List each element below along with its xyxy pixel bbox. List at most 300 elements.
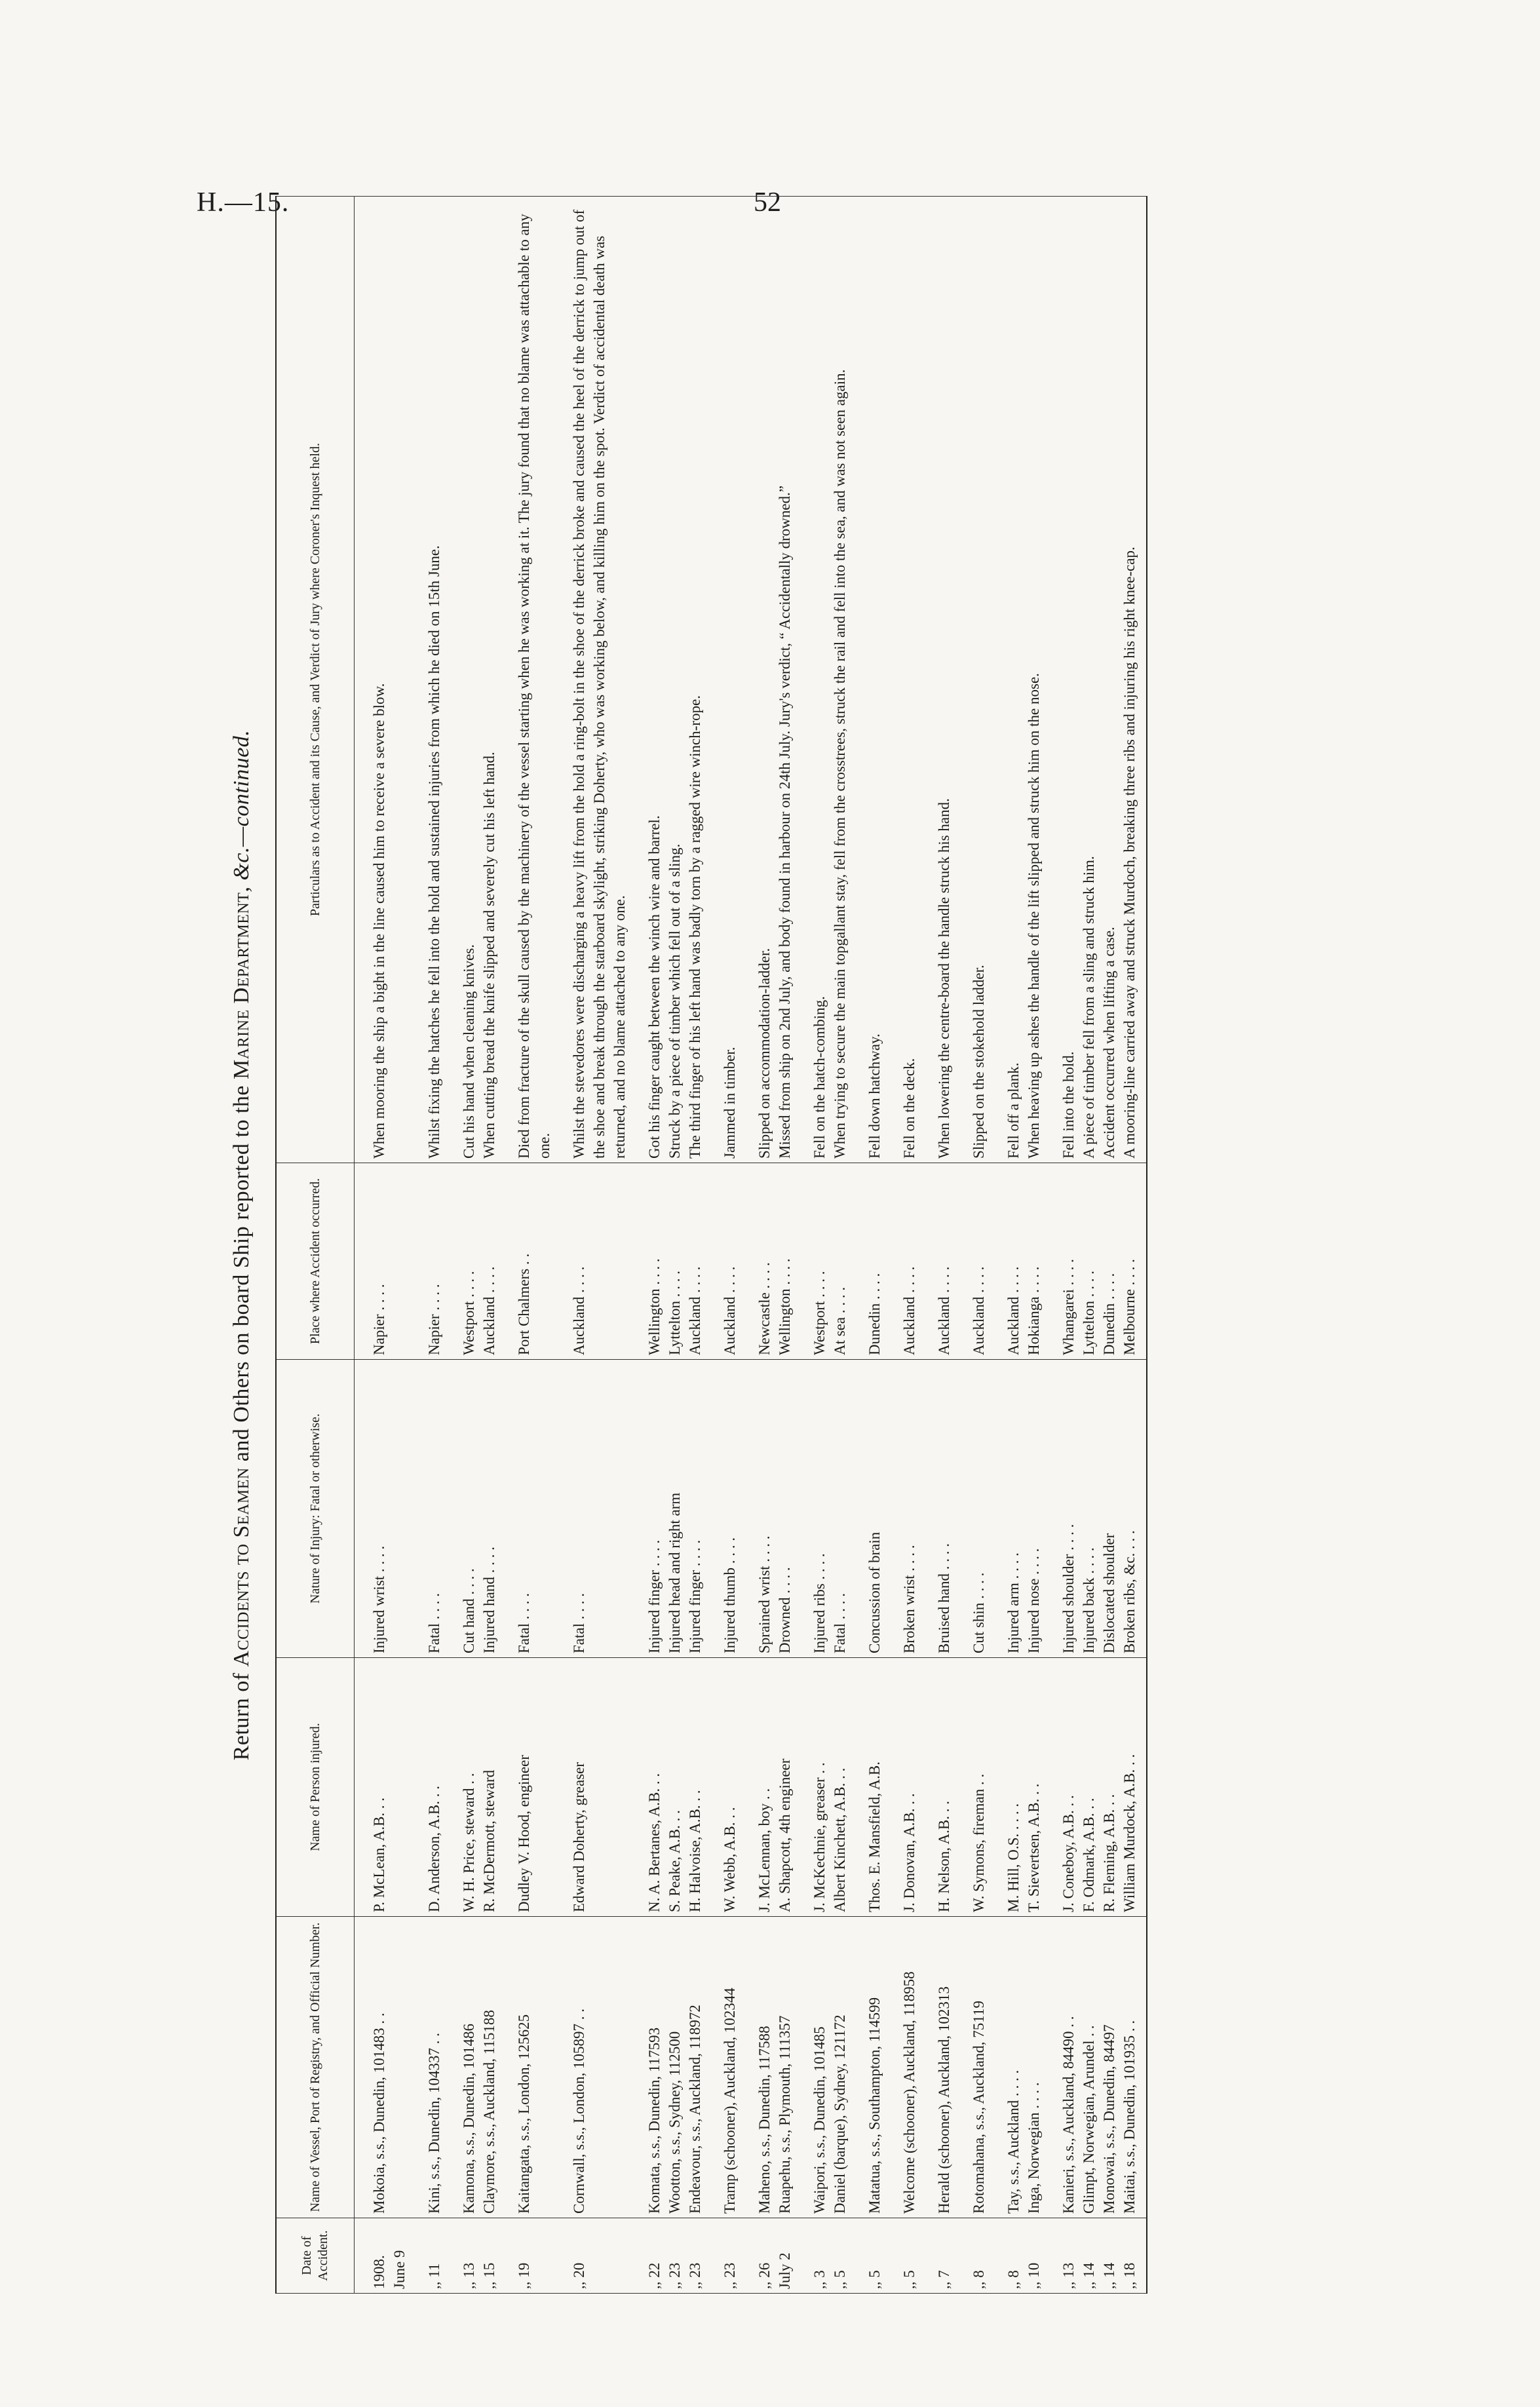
cell-text: Newcastle . . . . bbox=[756, 1262, 773, 1355]
cell-text: Broken wrist . . . . bbox=[901, 1545, 917, 1653]
cell-text: Kamona, s.s., Dunedin, 101486 bbox=[461, 2023, 477, 2214]
cell-date bbox=[1024, 2218, 1044, 2294]
cell-text: Auckland . . . . bbox=[971, 1266, 987, 1355]
cell-text: ,, 14 bbox=[1081, 2262, 1097, 2289]
cell-date bbox=[479, 2218, 499, 2294]
cell-text: Fell off a plank. bbox=[1005, 1062, 1022, 1159]
cell-text: Whilst the stevedores were discharging a heavy lift from the hold a ring-bolt in the shoe of the derrick broke and caused the heel of the derrick to jump out of the shoe and break through the starboard skylight, striking Doherty, who was working below, and killing him on the spot. Verdict of accidental death was returned, and no blame attached to any one. bbox=[571, 209, 628, 1159]
cell-injury bbox=[795, 1360, 830, 1658]
table-header-row bbox=[276, 196, 355, 2293]
cell-text: Matatua, s.s., Southampton, 114599 bbox=[866, 1997, 883, 2214]
cell-vessel bbox=[1079, 1917, 1099, 2218]
cell-text: Sprained wrist . . . . bbox=[756, 1535, 773, 1653]
title-part: and Others on board Ship reported to the bbox=[229, 1079, 254, 1468]
cell-text: Injured thumb . . . . bbox=[722, 1537, 738, 1653]
cell-text: Herald (schooner), Auckland, 102313 bbox=[936, 1986, 952, 2214]
title-part: Marine Department bbox=[229, 892, 254, 1079]
cell-particulars bbox=[410, 196, 444, 1163]
cell-text: Melbourne . . . . bbox=[1121, 1259, 1138, 1355]
cell-date bbox=[1099, 2218, 1119, 2294]
cell-vessel bbox=[989, 1917, 1024, 2218]
table-row bbox=[850, 196, 885, 2293]
table-title bbox=[229, 197, 254, 2294]
cell-vessel bbox=[664, 1917, 685, 2218]
cell-date bbox=[919, 2218, 954, 2294]
cell-person bbox=[630, 1658, 664, 1917]
cell-vessel bbox=[795, 1917, 830, 2218]
cell-text: Fell into the hold. bbox=[1060, 1051, 1077, 1159]
cell-text: Cut hand . . . . bbox=[461, 1568, 477, 1653]
cell-text: Auckland . . . . bbox=[481, 1266, 497, 1355]
cell-date bbox=[775, 2218, 795, 2294]
cell-text: Died from fracture of the skull caused by the machinery of the vessel starting when he was working at it. The jury found that no blame was attachable to any one. bbox=[516, 214, 552, 1159]
table-row bbox=[830, 196, 850, 2293]
cell-text: W. Symons, fireman . . bbox=[971, 1773, 987, 1912]
cell-injury bbox=[1024, 1360, 1044, 1658]
table-row bbox=[1044, 196, 1079, 2293]
cell-text: Whilst fixing the hatches he fell into the hold and sustained injuries from which he died on 15th June. bbox=[426, 545, 442, 1159]
cell-text: ,, 5 bbox=[866, 2270, 883, 2289]
cell-text: Inga, Norwegian . . . . bbox=[1026, 2082, 1042, 2214]
table-row bbox=[410, 196, 444, 2293]
cell-text: Lyttelton . . . . bbox=[666, 1270, 683, 1355]
cell-text: Kaitangata, s.s., London, 125625 bbox=[516, 2014, 532, 2214]
cell-text: Dudley V. Hood, engineer bbox=[516, 1755, 532, 1912]
rotated-page-content bbox=[229, 197, 1357, 2294]
cell-text: Fell down hatchway. bbox=[866, 1033, 883, 1159]
cell-date bbox=[410, 2218, 444, 2294]
cell-text: J. Coneboy, A.B. . . bbox=[1060, 1795, 1077, 1912]
cell-person bbox=[850, 1658, 885, 1917]
cell-person bbox=[355, 1658, 410, 1917]
cell-particulars bbox=[989, 196, 1024, 1163]
cell-vessel bbox=[885, 1917, 919, 2218]
cell-text: Westport . . . . bbox=[811, 1271, 828, 1355]
cell-text: When heaving up ashes the handle of the lift slipped and struck him on the nose. bbox=[1026, 673, 1042, 1159]
cell-text: Fatal . . . . bbox=[516, 1593, 532, 1653]
cell-text: Cornwall, s.s., London, 105897 . . bbox=[571, 2008, 587, 2214]
cell-particulars bbox=[1044, 196, 1079, 1163]
cell-text: Rotomahana, s.s., Auckland, 75119 bbox=[971, 2001, 987, 2214]
cell-text: July 2 bbox=[777, 2252, 793, 2289]
cell-text: Injured back . . . . bbox=[1081, 1547, 1097, 1653]
cell-vessel bbox=[499, 1917, 554, 2218]
cell-particulars bbox=[885, 196, 919, 1163]
cell-text: Endeavour, s.s., Auckland, 118972 bbox=[687, 2005, 703, 2214]
cell-text: ,, 8 bbox=[1005, 2270, 1022, 2289]
cell-text: When trying to secure the main topgallant stay, fell from the crosstrees, struck the rail and fell into the sea, and was not seen again. bbox=[832, 369, 848, 1159]
cell-text: A. Shapcott, 4th engineer bbox=[777, 1758, 793, 1912]
cell-place bbox=[740, 1163, 775, 1360]
cell-text: ,, 26 bbox=[756, 2262, 773, 2289]
cell-place bbox=[775, 1163, 795, 1360]
cell-person bbox=[954, 1658, 989, 1917]
cell-text: ,, 8 bbox=[971, 2270, 987, 2289]
cell-person bbox=[1099, 1658, 1119, 1917]
cell-text: M. Hill, O.S. . . . . bbox=[1005, 1803, 1022, 1912]
cell-place bbox=[850, 1163, 885, 1360]
cell-date bbox=[630, 2218, 664, 2294]
column-header: Particulars as to Accident and its Cause, and Verdict of Jury where Coroner's Inquest held. bbox=[276, 196, 355, 1163]
table-row bbox=[989, 196, 1024, 2293]
cell-particulars bbox=[1079, 196, 1099, 1163]
cell-text: Injured finger . . . . bbox=[646, 1539, 663, 1653]
cell-place bbox=[1119, 1163, 1147, 1360]
cell-person bbox=[795, 1658, 830, 1917]
table-row bbox=[1119, 196, 1147, 2293]
cell-place bbox=[830, 1163, 850, 1360]
cell-particulars bbox=[444, 196, 479, 1163]
cell-text: Ruapehu, s.s., Plymouth, 111357 bbox=[777, 2015, 793, 2214]
cell-date bbox=[705, 2218, 740, 2294]
cell-text: Fatal . . . . bbox=[832, 1593, 848, 1653]
cell-text: When lowering the centre-board the handle struck his hand. bbox=[936, 798, 952, 1159]
cell-text: Mokoia, s.s., Dunedin, 101483 . . bbox=[371, 2012, 387, 2214]
table-row bbox=[664, 196, 685, 2293]
cell-particulars bbox=[775, 196, 795, 1163]
cell-text: Auckland . . . . bbox=[901, 1266, 917, 1355]
cell-text: Concussion of brain bbox=[866, 1531, 883, 1653]
cell-place bbox=[885, 1163, 919, 1360]
cell-vessel bbox=[1099, 1917, 1119, 2218]
cell-text: Kanieri, s.s., Auckland, 84490 . . bbox=[1060, 2016, 1077, 2214]
cell-injury bbox=[444, 1360, 479, 1658]
cell-text: S. Peake, A.B. . . bbox=[666, 1810, 683, 1912]
cell-text: Fell on the deck. bbox=[901, 1058, 917, 1159]
cell-injury bbox=[954, 1360, 989, 1658]
cell-vessel bbox=[554, 1917, 630, 2218]
cell-date bbox=[954, 2218, 989, 2294]
cell-text: Welcome (schooner), Auckland, 118958 bbox=[901, 1971, 917, 2214]
cell-person bbox=[830, 1658, 850, 1917]
cell-injury bbox=[740, 1360, 775, 1658]
cell-text: W. Webb, A.B. . . bbox=[722, 1807, 738, 1912]
cell-text: Injured head and right arm bbox=[666, 1492, 683, 1653]
cell-text: Auckland . . . . bbox=[936, 1266, 952, 1355]
cell-text: Wellington . . . . bbox=[777, 1258, 793, 1355]
cell-person bbox=[705, 1658, 740, 1917]
cell-place bbox=[410, 1163, 444, 1360]
table-row bbox=[740, 196, 775, 2293]
table-row bbox=[554, 196, 630, 2293]
cell-vessel bbox=[775, 1917, 795, 2218]
cell-particulars bbox=[554, 196, 630, 1163]
cell-text: Albert Kinchett, A.B. . . bbox=[832, 1767, 848, 1912]
cell-vessel bbox=[444, 1917, 479, 2218]
cell-date bbox=[355, 2218, 410, 2294]
cell-text: J. McKechnie, greaser . . bbox=[811, 1762, 828, 1912]
cell-place bbox=[1044, 1163, 1079, 1360]
cell-injury bbox=[499, 1360, 554, 1658]
cell-text: ,, 5 bbox=[901, 2270, 917, 2289]
cell-text: Slipped on accommodation-ladder. bbox=[756, 948, 773, 1159]
cell-place bbox=[795, 1163, 830, 1360]
cell-text: Auckland . . . . bbox=[687, 1266, 703, 1355]
cell-place bbox=[479, 1163, 499, 1360]
table-row bbox=[775, 196, 795, 2293]
cell-text: A mooring-line carried away and struck Murdoch, breaking three ribs and injuring his right knee-cap. bbox=[1121, 547, 1138, 1159]
cell-text: ,, 13 bbox=[1060, 2262, 1077, 2289]
cell-text: Dunedin . . . . bbox=[866, 1273, 883, 1355]
cell-person bbox=[410, 1658, 444, 1917]
table-row bbox=[795, 196, 830, 2293]
cell-place bbox=[1024, 1163, 1044, 1360]
cell-person bbox=[885, 1658, 919, 1917]
cell-person bbox=[989, 1658, 1024, 1917]
cell-text: Monowai, s.s., Dunedin, 84497 bbox=[1101, 2024, 1117, 2214]
cell-person bbox=[685, 1658, 705, 1917]
table-row bbox=[1024, 196, 1044, 2293]
cell-text: When cutting bread the knife slipped and severely cut his left hand. bbox=[481, 752, 497, 1159]
table-row bbox=[1099, 196, 1119, 2293]
table-row bbox=[919, 196, 954, 2293]
cell-text: Injured ribs . . . . bbox=[811, 1553, 828, 1653]
cell-particulars bbox=[830, 196, 850, 1163]
cell-particulars bbox=[795, 196, 830, 1163]
cell-person bbox=[664, 1658, 685, 1917]
cell-text: ,, 3 bbox=[811, 2270, 828, 2289]
cell-vessel bbox=[685, 1917, 705, 2218]
cell-person bbox=[1119, 1658, 1147, 1917]
column-header: Date of Accident. bbox=[276, 2218, 355, 2294]
cell-date bbox=[830, 2218, 850, 2294]
cell-text: Injured arm . . . . bbox=[1005, 1552, 1022, 1653]
cell-text: Cut his hand when cleaning knives. bbox=[461, 944, 477, 1159]
cell-date bbox=[499, 2218, 554, 2294]
column-header: Place where Accident occurred. bbox=[276, 1163, 355, 1360]
cell-person bbox=[1024, 1658, 1044, 1917]
cell-injury bbox=[685, 1360, 705, 1658]
cell-text: Napier . . . . bbox=[371, 1284, 387, 1355]
cell-text: Edward Doherty, greaser bbox=[571, 1762, 587, 1912]
cell-date bbox=[885, 2218, 919, 2294]
cell-text: A piece of timber fell from a sling and struck him. bbox=[1081, 856, 1097, 1159]
table-row bbox=[705, 196, 740, 2293]
cell-text: Auckland . . . . bbox=[571, 1266, 587, 1355]
cell-place bbox=[1099, 1163, 1119, 1360]
cell-particulars bbox=[1119, 196, 1147, 1163]
cell-particulars bbox=[685, 196, 705, 1163]
cell-text: Slipped on the stokehold ladder. bbox=[971, 965, 987, 1159]
table-row bbox=[630, 196, 664, 2293]
cell-vessel bbox=[919, 1917, 954, 2218]
cell-place bbox=[1079, 1163, 1099, 1360]
cell-person bbox=[919, 1658, 954, 1917]
cell-vessel bbox=[705, 1917, 740, 2218]
cell-text: Fatal . . . . bbox=[426, 1593, 442, 1653]
cell-injury bbox=[850, 1360, 885, 1658]
cell-text: F. Odmark, A.B. . . bbox=[1081, 1798, 1097, 1912]
cell-text: Westport . . . . bbox=[461, 1271, 477, 1355]
cell-text: Cut shin . . . . bbox=[971, 1572, 987, 1653]
cell-injury bbox=[1119, 1360, 1147, 1658]
cell-text: Injured hand . . . . bbox=[481, 1547, 497, 1653]
cell-date bbox=[1119, 2218, 1147, 2294]
cell-text: D. Anderson, A.B. . . bbox=[426, 1786, 442, 1912]
cell-vessel bbox=[740, 1917, 775, 2218]
table-row bbox=[499, 196, 554, 2293]
cell-text: Glimpt, Norwegian, Arundel . . bbox=[1081, 2025, 1097, 2214]
cell-vessel bbox=[1024, 1917, 1044, 2218]
title-part: Accidents to Seamen bbox=[229, 1467, 254, 1667]
cell-injury bbox=[705, 1360, 740, 1658]
cell-text: Auckland . . . . bbox=[1005, 1266, 1022, 1355]
cell-particulars bbox=[1024, 196, 1044, 1163]
cell-date bbox=[444, 2218, 479, 2294]
cell-vessel bbox=[1044, 1917, 1079, 2218]
column-header: Name of Person injured. bbox=[276, 1658, 355, 1917]
cell-text: William Murdock, A.B. . . bbox=[1121, 1754, 1138, 1912]
cell-text: Claymore, s.s., Auckland, 115188 bbox=[481, 2010, 497, 2214]
cell-text: The third finger of his left hand was badly torn by a ragged wire winch-rope. bbox=[687, 695, 703, 1159]
cell-injury bbox=[919, 1360, 954, 1658]
cell-text: Dislocated shoulder bbox=[1101, 1533, 1117, 1653]
cell-vessel bbox=[355, 1917, 410, 2218]
cell-text: Bruised hand . . . . bbox=[936, 1543, 952, 1653]
cell-date bbox=[740, 2218, 775, 2294]
cell-text: Missed from ship on 2nd July, and body found in harbour on 24th July. Jury's verdict, “ Accidentally drowned.” bbox=[777, 485, 793, 1159]
cell-text: ,, 23 bbox=[687, 2262, 703, 2289]
cell-date bbox=[989, 2218, 1024, 2294]
cell-injury bbox=[355, 1360, 410, 1658]
cell-text: Waipori, s.s., Dunedin, 101485 bbox=[811, 2026, 828, 2214]
cell-date bbox=[664, 2218, 685, 2294]
cell-particulars bbox=[664, 196, 685, 1163]
table-row bbox=[1079, 196, 1099, 2293]
cell-text: Injured wrist . . . . bbox=[371, 1545, 387, 1653]
cell-place bbox=[355, 1163, 410, 1360]
cell-text: When mooring the ship a bight in the line caused him to receive a severe blow. bbox=[371, 683, 387, 1159]
cell-text: T. Sievertsen, A.B. . . bbox=[1026, 1783, 1042, 1912]
cell-place bbox=[664, 1163, 685, 1360]
cell-text: W. H. Price, steward . . bbox=[461, 1773, 477, 1912]
cell-text: Napier . . . . bbox=[426, 1284, 442, 1355]
cell-vessel bbox=[850, 1917, 885, 2218]
cell-person bbox=[740, 1658, 775, 1917]
cell-text: Maitai, s.s., Dunedin, 101935 . . bbox=[1121, 2020, 1138, 2214]
cell-date bbox=[1044, 2218, 1079, 2294]
cell-text: ,, 22 bbox=[646, 2262, 663, 2289]
cell-vessel bbox=[954, 1917, 989, 2218]
cell-text: ,, 14 bbox=[1101, 2262, 1117, 2289]
cell-injury bbox=[479, 1360, 499, 1658]
table-row bbox=[885, 196, 919, 2293]
cell-text: Fatal . . . . bbox=[571, 1593, 587, 1653]
cell-text: J. Donovan, A.B. . . bbox=[901, 1793, 917, 1912]
cell-text: ,, 15 bbox=[481, 2262, 497, 2289]
cell-text: H. Halvoise, A.B. . . bbox=[687, 1790, 703, 1912]
cell-text: Injured finger . . . . bbox=[687, 1539, 703, 1653]
cell-text: R. McDermott, steward bbox=[481, 1769, 497, 1912]
cell-text: Injured nose . . . . bbox=[1026, 1548, 1042, 1653]
table-row bbox=[954, 196, 989, 2293]
cell-particulars bbox=[1099, 196, 1119, 1163]
cell-injury bbox=[830, 1360, 850, 1658]
cell-particulars bbox=[850, 196, 885, 1163]
cell-text: Fell on the hatch-combing. bbox=[811, 996, 828, 1159]
table-row bbox=[444, 196, 479, 2293]
cell-text: Dunedin . . . . bbox=[1101, 1273, 1117, 1355]
cell-text: Wellington . . . . bbox=[646, 1258, 663, 1355]
cell-vessel bbox=[830, 1917, 850, 2218]
accidents-table bbox=[275, 196, 1147, 2294]
cell-place bbox=[685, 1163, 705, 1360]
cell-person bbox=[775, 1658, 795, 1917]
cell-place bbox=[705, 1163, 740, 1360]
cell-date bbox=[850, 2218, 885, 2294]
cell-text: Tay, s.s., Auckland . . . . bbox=[1005, 2070, 1022, 2214]
cell-text: ,, 23 bbox=[722, 2262, 738, 2289]
cell-place bbox=[499, 1163, 554, 1360]
year-label: 1908. bbox=[371, 2255, 387, 2289]
cell-injury bbox=[775, 1360, 795, 1658]
cell-text: Auckland . . . . bbox=[722, 1266, 738, 1355]
cell-text: Komata, s.s., Dunedin, 117593 bbox=[646, 2027, 663, 2214]
cell-text: ,, 11 bbox=[426, 2263, 442, 2289]
cell-text: Hokianga . . . . bbox=[1026, 1266, 1042, 1355]
cell-particulars bbox=[954, 196, 989, 1163]
cell-text: P. McLean, A.B. . . bbox=[371, 1797, 387, 1912]
cell-text: H. Nelson, A.B. . . bbox=[936, 1801, 952, 1912]
cell-particulars bbox=[630, 196, 664, 1163]
cell-place bbox=[630, 1163, 664, 1360]
cell-text: N. A. Bertanes, A.B. . . bbox=[646, 1773, 663, 1912]
cell-place bbox=[954, 1163, 989, 1360]
cell-text: ,, 7 bbox=[936, 2270, 952, 2289]
cell-text: Kini, s.s., Dunedin, 104337 . . bbox=[426, 2033, 442, 2214]
table-row bbox=[355, 196, 410, 2293]
page-number: 52 bbox=[754, 187, 781, 218]
cell-text: ,, 5 bbox=[832, 2270, 848, 2289]
cell-person bbox=[499, 1658, 554, 1917]
cell-injury bbox=[1099, 1360, 1119, 1658]
cell-text: June 9 bbox=[391, 2250, 408, 2289]
cell-person bbox=[1079, 1658, 1099, 1917]
cell-particulars bbox=[355, 196, 410, 1163]
cell-injury bbox=[410, 1360, 444, 1658]
cell-injury bbox=[885, 1360, 919, 1658]
cell-injury bbox=[989, 1360, 1024, 1658]
cell-text: R. Fleming, A.B. . . bbox=[1101, 1794, 1117, 1912]
cell-text: Thos. E. Mansfield, A.B. bbox=[866, 1762, 883, 1912]
cell-injury bbox=[664, 1360, 685, 1658]
cell-text: Maheno, s.s., Dunedin, 117588 bbox=[756, 2026, 773, 2214]
cell-text: Wootton, s.s., Sydney, 112500 bbox=[666, 2031, 683, 2214]
cell-text: ,, 18 bbox=[1121, 2262, 1138, 2289]
cell-text: Tramp (schooner), Auckland, 102344 bbox=[722, 1988, 738, 2214]
cell-text: J. McLennan, boy . . bbox=[756, 1788, 773, 1912]
cell-person bbox=[1044, 1658, 1079, 1917]
cell-person bbox=[444, 1658, 479, 1917]
cell-person bbox=[479, 1658, 499, 1917]
cell-vessel bbox=[410, 1917, 444, 2218]
cell-text: Daniel (barque), Sydney, 121172 bbox=[832, 2014, 848, 2214]
cell-text: Broken ribs, &c. . . . bbox=[1121, 1530, 1138, 1653]
cell-text: Injured shoulder . . . . bbox=[1060, 1524, 1077, 1653]
cell-text: Got his finger caught between the winch wire and barrel. bbox=[646, 815, 663, 1159]
cell-injury bbox=[630, 1360, 664, 1658]
cell-text: Port Chalmers . . bbox=[516, 1253, 532, 1355]
cell-date bbox=[795, 2218, 830, 2294]
cell-text: ,, 13 bbox=[461, 2262, 477, 2289]
cell-vessel bbox=[630, 1917, 664, 2218]
cell-text: ,, 20 bbox=[571, 2262, 587, 2289]
cell-place bbox=[919, 1163, 954, 1360]
cell-vessel bbox=[479, 1917, 499, 2218]
cell-text: Struck by a piece of timber which fell out of a sling. bbox=[666, 843, 683, 1159]
cell-text: Whangarei . . . . bbox=[1060, 1259, 1077, 1355]
cell-place bbox=[989, 1163, 1024, 1360]
